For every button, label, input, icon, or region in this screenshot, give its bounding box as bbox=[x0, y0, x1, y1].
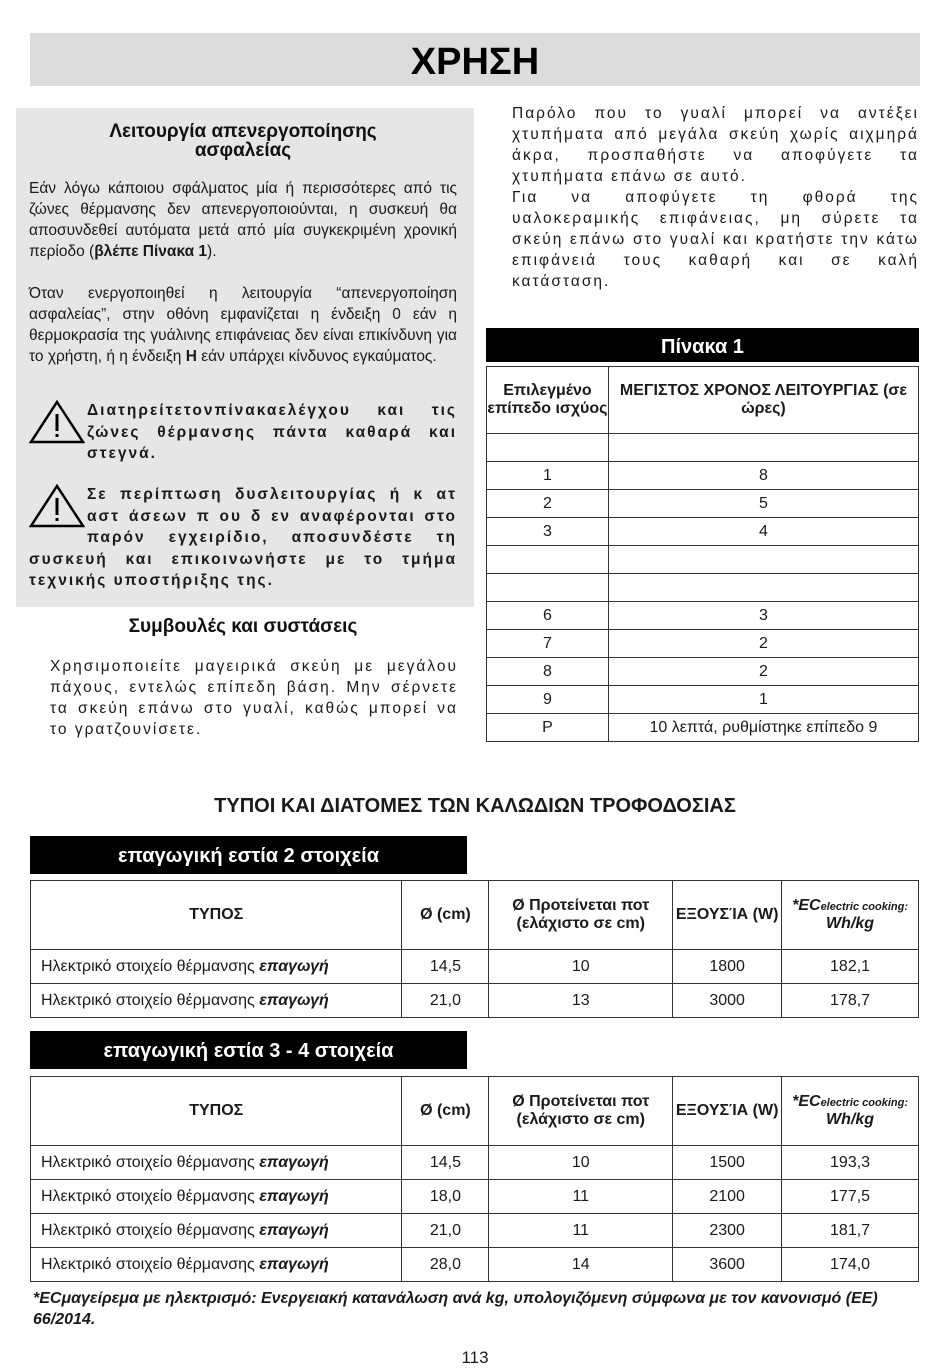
title-bar bbox=[30, 33, 920, 86]
table-row bbox=[31, 1248, 919, 1282]
column-header: ΕΞΟΥΣΊΑ (W) bbox=[673, 881, 782, 950]
table-row bbox=[31, 1146, 919, 1180]
table-cell: 181,7 bbox=[782, 1214, 919, 1248]
safety-paragraph-1: Εάν λόγω κάποιου σφάλματος μία ή περισσότερες από τις ζώνες θέρμανσης δεν απενεργοποιούνται, η συσκευή θα αποσυνδεθεί αυτόματα μετά από μία συγκεκριμένη χρονική περίοδο (βλέπε Πίνακα 1). bbox=[29, 180, 457, 260]
ec-footnote: *ECμαγείρεμα με ηλεκτρισμό: Ενεργειακή κατανάλωση ανά kg, υπολογιζόμενη σύμφωνα με τον κανονισμό (ΕΕ) 66/2014. bbox=[33, 1290, 878, 1328]
table1-title: Πίνακα 1 bbox=[486, 328, 919, 362]
column-header: *ECelectric cooking: Wh/kg bbox=[782, 1077, 919, 1146]
table-cell: 28,0 bbox=[402, 1248, 489, 1282]
table-cell: 11 bbox=[489, 1214, 673, 1248]
table-cell bbox=[487, 574, 609, 602]
table-row bbox=[31, 1180, 919, 1214]
table-cell: 3 bbox=[608, 602, 918, 630]
table-cell: 8 bbox=[608, 462, 918, 490]
column-header: ΤΥΠΟΣ bbox=[31, 881, 402, 950]
table-cell: 4 bbox=[608, 518, 918, 546]
table-cell: 21,0 bbox=[402, 984, 489, 1018]
column-header: ΜΕΓΙΣΤΟΣ ΧΡΟΝΟΣ ΛΕΙΤΟΥΡΓΙΑΣ (σε ώρες) bbox=[608, 367, 918, 434]
table-cell: 10 bbox=[489, 1146, 673, 1180]
table-cell: 14,5 bbox=[402, 950, 489, 984]
table3-title: επαγωγική εστία 3 - 4 στοιχεία bbox=[30, 1031, 467, 1069]
table-cell: 9 bbox=[487, 686, 609, 714]
warning-1: Διατηρείτετονπίνακαελέγχου και τις ζώνες θέρμανσης πάντα καθαρά και στεγνά. bbox=[29, 400, 457, 465]
three-four-zone-cable-table bbox=[30, 1076, 919, 1282]
type-cell: Ηλεκτρικό στοιχείο θέρμανσης επαγωγή bbox=[31, 1146, 402, 1180]
table-cell: 18,0 bbox=[402, 1180, 489, 1214]
table-row bbox=[487, 630, 919, 658]
table-cell: 1 bbox=[487, 462, 609, 490]
table-cell: 2 bbox=[608, 630, 918, 658]
table-cell: 1800 bbox=[673, 950, 782, 984]
table-row bbox=[487, 574, 919, 602]
table-cell: 2 bbox=[487, 490, 609, 518]
table-cell: 177,5 bbox=[782, 1180, 919, 1214]
table-cell: 21,0 bbox=[402, 1214, 489, 1248]
type-cell: Ηλεκτρικό στοιχείο θέρμανσης επαγωγή bbox=[31, 984, 402, 1018]
tips-text: Χρησιμοποιείτε μαγειρικά σκεύη με μεγάλου πάχους, εντελώς επίπεδη βάση. Μην σέρνετε τα σκεύη επάνω στο γυαλί, καθώς μπορεί να το γρατζουνίσετε. bbox=[50, 658, 458, 738]
table-cell bbox=[608, 546, 918, 574]
column-header: ΤΥΠΟΣ bbox=[31, 1077, 402, 1146]
table-header-row bbox=[487, 367, 919, 434]
table-row bbox=[487, 546, 919, 574]
table-row bbox=[487, 714, 919, 742]
table-row bbox=[487, 434, 919, 462]
table-row bbox=[487, 658, 919, 686]
table-row bbox=[31, 984, 919, 1018]
table-cell: 182,1 bbox=[782, 950, 919, 984]
two-zone-cable-table bbox=[30, 880, 919, 1018]
tips-heading: Συμβουλές και συστάσεις bbox=[128, 616, 358, 637]
column-header: *ECelectric cooking: Wh/kg bbox=[782, 881, 919, 950]
table-cell: 7 bbox=[487, 630, 609, 658]
table-cell: 193,3 bbox=[782, 1146, 919, 1180]
table-row bbox=[31, 950, 919, 984]
table-row bbox=[487, 518, 919, 546]
table-cell: 3 bbox=[487, 518, 609, 546]
power-level-table bbox=[486, 366, 919, 742]
safety-heading: Λειτουργία απενεργοποίησης ασφαλείας bbox=[109, 121, 377, 161]
glass-care-paragraph-1: Παρόλο που το γυαλί μπορεί να αντέξει χτυπήματα από μεγάλα σκεύη χωρίς αιχμηρά άκρα, προσπαθήστε να αποφύγετε τα χτυπήματα επάνω σε αυτό. bbox=[512, 105, 919, 185]
column-header: Ø (cm) bbox=[402, 1077, 489, 1146]
table-cell: 14,5 bbox=[402, 1146, 489, 1180]
column-header: Ø Προτείνεται ποτ (ελάχιστο σε cm) bbox=[489, 1077, 673, 1146]
table-header-row bbox=[31, 881, 919, 950]
table-row bbox=[487, 462, 919, 490]
warning-2: Σε περίπτωση δυσλειτουργίας ή κ ατ αστ άσεων π ου δ εν αναφέρονται στο παρόν εγχειρίδιο, αποσυνδέστε τη συσκευή και επικοινωνήστε με το τμήμα τεχνικής υποστήριξης της. bbox=[29, 486, 457, 589]
safety-shutdown-box bbox=[16, 108, 474, 607]
column-header: Ø (cm) bbox=[402, 881, 489, 950]
table-cell: 8 bbox=[487, 658, 609, 686]
type-cell: Ηλεκτρικό στοιχείο θέρμανσης επαγωγή bbox=[31, 950, 402, 984]
table-cell: 1500 bbox=[673, 1146, 782, 1180]
table-row bbox=[487, 686, 919, 714]
type-cell: Ηλεκτρικό στοιχείο θέρμανσης επαγωγή bbox=[31, 1214, 402, 1248]
warning-triangle-icon bbox=[29, 400, 85, 444]
table-cell: 10 bbox=[489, 950, 673, 984]
table-cell bbox=[487, 434, 609, 462]
table-row bbox=[487, 490, 919, 518]
table-cell: 13 bbox=[489, 984, 673, 1018]
table-cell: 178,7 bbox=[782, 984, 919, 1018]
table-cell: 10 λεπτά, ρυθμίστηκε επίπεδο 9 bbox=[608, 714, 918, 742]
glass-care-paragraph-2: Για να αποφύγετε τη φθορά της υαλοκεραμικής επιφάνειας, μη σύρετε τα σκεύη επάνω στο γυαλί και κρατήστε την κάτω επιφάνειά τους καθαρή και σε καλή κατάσταση. bbox=[512, 189, 919, 290]
column-header: Επιλεγμένο επίπεδο ισχύος bbox=[487, 367, 609, 434]
table-cell: 2300 bbox=[673, 1214, 782, 1248]
table2-title: επαγωγική εστία 2 στοιχεία bbox=[30, 836, 467, 874]
table-cell: 2 bbox=[608, 658, 918, 686]
table-cell bbox=[608, 574, 918, 602]
table-cell: 2100 bbox=[673, 1180, 782, 1214]
table-cell bbox=[487, 546, 609, 574]
table-row bbox=[487, 602, 919, 630]
table-cell: 14 bbox=[489, 1248, 673, 1282]
table-cell: P bbox=[487, 714, 609, 742]
table-row bbox=[31, 1214, 919, 1248]
table-cell: 3600 bbox=[673, 1248, 782, 1282]
table-cell bbox=[608, 434, 918, 462]
cables-section-title: ΤΥΠΟΙ ΚΑΙ ΔΙΑΤΟΜΕΣ ΤΩΝ ΚΑΛΩΔΙΩΝ ΤΡΟΦΟΔΟΣΙΑΣ bbox=[214, 795, 736, 817]
page-number: 113 bbox=[461, 1348, 489, 1367]
table-cell: 174,0 bbox=[782, 1248, 919, 1282]
table-cell: 11 bbox=[489, 1180, 673, 1214]
column-header: ΕΞΟΥΣΊΑ (W) bbox=[673, 1077, 782, 1146]
table-cell: 5 bbox=[608, 490, 918, 518]
table-cell: 3000 bbox=[673, 984, 782, 1018]
type-cell: Ηλεκτρικό στοιχείο θέρμανσης επαγωγή bbox=[31, 1248, 402, 1282]
safety-paragraph-2: Όταν ενεργοποιηθεί η λειτουργία “απενεργοποίηση ασφαλείας”, στην οθόνη εμφανίζεται η ένδειξη 0 εάν η θερμοκρασία της γυάλινης επιφάνειας δεν είναι επικίνδυνη για το χρήστη, ή η ένδειξη H εάν υπάρχει κίνδυνος εγκαύματος. bbox=[29, 285, 457, 365]
table-cell: 6 bbox=[487, 602, 609, 630]
table-cell: 1 bbox=[608, 686, 918, 714]
table-header-row bbox=[31, 1077, 919, 1146]
page-title: ΧΡΗΣΗ bbox=[410, 41, 540, 83]
glass-care-text bbox=[512, 103, 919, 292]
warning-triangle-icon bbox=[29, 484, 85, 528]
type-cell: Ηλεκτρικό στοιχείο θέρμανσης επαγωγή bbox=[31, 1180, 402, 1214]
column-header: Ø Προτείνεται ποτ (ελάχιστο σε cm) bbox=[489, 881, 673, 950]
